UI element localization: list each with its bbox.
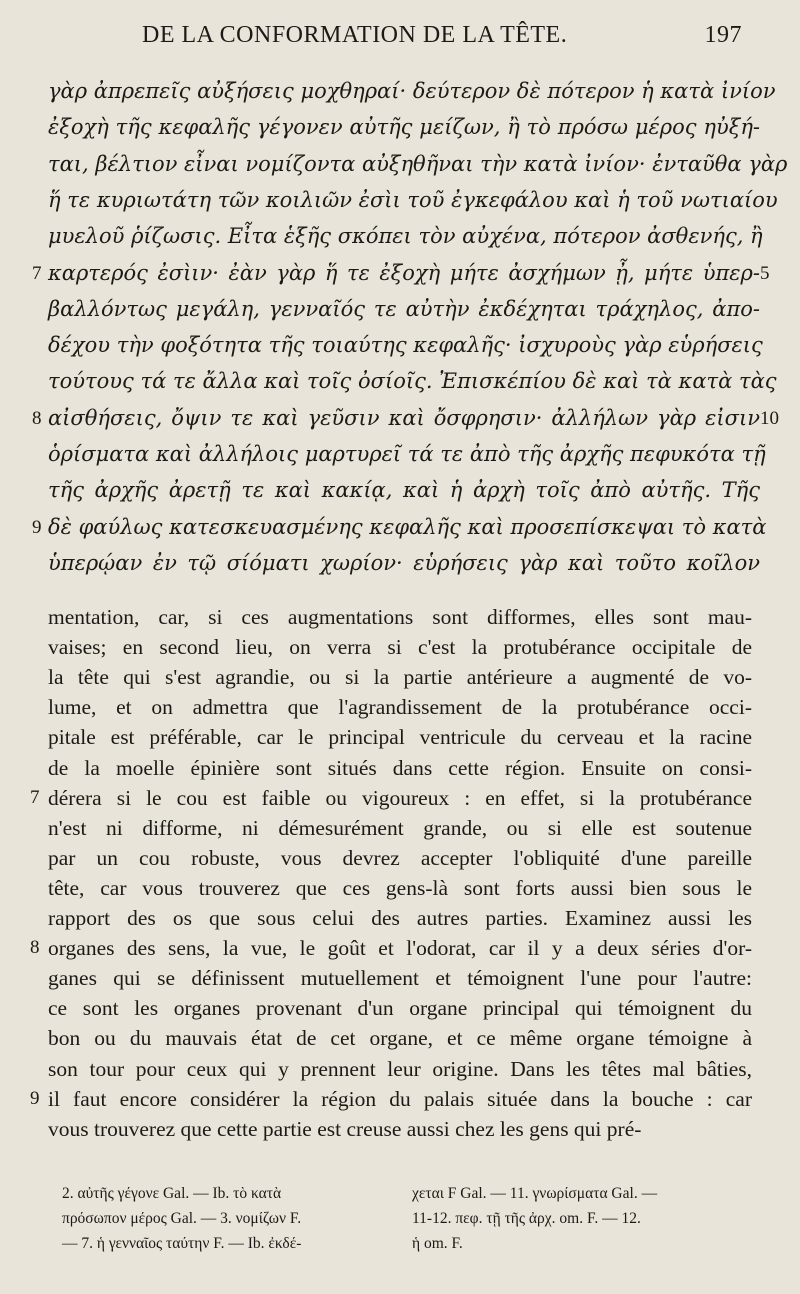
- line-number-left: 9: [32, 516, 42, 538]
- line-number-left: 9: [30, 1087, 40, 1109]
- french-text-line: par un cou robuste, vous devrez accepter l'obliquité d'une pareille: [48, 845, 752, 870]
- french-text-line: mentation, car, si ces augmentations sont difformes, elles sont mau-: [48, 605, 752, 629]
- greek-text-line: ται, βέλτιον εἶναι νομίζοντα αὐξηθῆναι τὴν κατὰ ἰνίον· ἐνταῦθα γὰρ: [48, 151, 788, 176]
- line-number-left: 7: [32, 262, 42, 284]
- greek-text-line: καρτερός ἐσὶιν· ἐὰν γὰρ ἥ τε ἐξοχὴ μήτε ἀσχήμων ᾖ, μήτε ὑπερ-: [48, 260, 760, 285]
- footnotes-left-column: [62, 1182, 301, 1257]
- running-title: DE LA CONFORMATION DE LA TÊTE.: [142, 22, 568, 48]
- greek-text-line: βαλλόντως μεγάλη, γενναῖός τε αὐτὴν ἐκδέχηται τράχηλος, ἀπο-: [48, 296, 760, 321]
- greek-text-line: δέχου τὴν φοξότητα τῆς τοιαύτης κεφαλῆς· ἰσχυροὺς γὰρ εὑρήσεις: [48, 333, 763, 358]
- greek-text-line: μυελοῦ ῥίζωσις. Εἶτα ἑξῆς σκόπει τὸν αὐχένα, πότερον ἀσθενής, ἢ: [48, 224, 763, 249]
- greek-text-line: τούτους τά τε ἄλλα καὶ τοῖς ὀσίοῖς. Ἐπισκέπίου δὲ καὶ τὰ κατὰ τὰς: [48, 369, 777, 394]
- line-number-right: 10: [760, 407, 779, 429]
- footnote-line: χεται F Gal. — 11. γνωρίσματα Gal. —: [412, 1185, 658, 1202]
- french-text-line: pitale est préférable, car le principal ventricule du cerveau et la racine: [48, 725, 752, 750]
- line-number-left: 8: [32, 407, 42, 429]
- line-number-right: 5: [760, 262, 770, 284]
- footnotes-right-column: [412, 1182, 657, 1257]
- footnote-line: 11-12. πεφ. τῇ τῆς ἀρχ. om. F. — 12.: [412, 1210, 641, 1227]
- greek-text-line: ἥ τε κυριωτάτη τῶν κοιλιῶν ἐσὶι τοῦ ἐγκεφάλου καὶ ἡ τοῦ νωτιαίου: [48, 187, 778, 212]
- greek-text-line: ὁρίσματα καὶ ἀλλήλοις μαρτυρεῖ τά τε ἀπὸ τῆς ἀρχῆς πεφυκότα τῇ: [48, 442, 766, 466]
- greek-text-line: ἐξοχὴ τῆς κεφαλῆς γέγονεν αὐτῆς μείζων, ἢ τὸ πρόσω μέρος ηὐξή-: [48, 115, 760, 140]
- french-text-line: tête, car vous trouverez que ces gens-là sont forts aussi bien sous le: [48, 875, 752, 900]
- footnote-line: 2. αὐτῆς γέγονε Gal. — Ib. τὸ κατὰ: [62, 1185, 282, 1202]
- greek-text-line: τῆς ἀρχῆς ἀρετῇ τε καὶ κακίᾳ, καὶ ἡ ἀρχὴ τοῖς ἀπὸ αὐτῆς. Τῆς: [48, 478, 760, 503]
- french-text-line: vaises; en second lieu, on verra si c'est la protubérance occipitale de: [48, 635, 752, 660]
- french-text-line: il faut encore considérer la région du palais située dans la bouche : car: [48, 1086, 752, 1111]
- line-number-left: 7: [30, 786, 40, 808]
- greek-text-line: ὑπερῴαν ἐν τῷ σίόματι χωρίον· εὑρήσεις γὰρ καὶ τοῦτο κοῖλον: [48, 550, 760, 575]
- french-text-line: n'est ni difforme, ni démesurément grande, ou si elle est soutenue: [48, 815, 752, 840]
- page-number: 197: [704, 22, 742, 48]
- french-text-line: dérera si le cou est faible ou vigoureux : en effet, si la protubérance: [48, 785, 752, 810]
- french-text-line: de la moelle épinière sont situés dans cette région. Ensuite on consi-: [48, 755, 752, 780]
- french-text-line: ce sont les organes provenant d'un organe principal qui témoignent du: [48, 996, 752, 1021]
- french-text-line: la tête qui s'est agrandie, ou si la partie antérieure a augmenté de vo-: [48, 665, 752, 690]
- french-text-line: bon ou du mauvais état de cet organe, et ce même organe témoigne à: [48, 1026, 752, 1051]
- french-text-line: lume, et on admettra que l'agrandissement de la protubérance occi-: [48, 695, 752, 720]
- french-text-line: rapport des os que sous celui des autres parties. Examinez aussi les: [48, 906, 752, 930]
- french-text-line: son tour pour ceux qui y prennent leur origine. Dans les têtes mal bâties,: [48, 1056, 752, 1081]
- running-header: [142, 22, 742, 56]
- french-text-line: vous trouverez que cette partie est creuse aussi chez les gens qui pré-: [48, 1116, 642, 1141]
- greek-text-line: δὲ φαύλως κατεσκευασμένης κεφαλῆς καὶ προσεπίσκεψαι τὸ κατὰ: [48, 514, 767, 539]
- footnote-line: — 7. ἡ γενναῖος ταύτην F. — Ib. ἐκδέ-: [62, 1235, 302, 1252]
- greek-text-line: αἰσθήσεις, ὄψιν τε καὶ γεῦσιν καὶ ὄσφρησιν· ἀλλήλων γὰρ εἰσιν: [48, 405, 760, 430]
- footnote-line: πρόσωπον μέρος Gal. — 3. νομίζων F.: [62, 1210, 302, 1227]
- french-text-line: ganes qui se définissent mutuellement et témoignent l'une pour l'autre:: [48, 966, 752, 991]
- greek-text-line: γὰρ ἀπρεπεῖς αὐξήσεις μοχθηραί· δεύτερον δὲ πότερον ἡ κατὰ ἰνίον: [48, 79, 776, 103]
- footnote-line: ἡ om. F.: [412, 1235, 463, 1252]
- french-text-line: organes des sens, la vue, le goût et l'odorat, car il y a deux séries d'or-: [48, 936, 752, 961]
- line-number-left: 8: [30, 937, 40, 959]
